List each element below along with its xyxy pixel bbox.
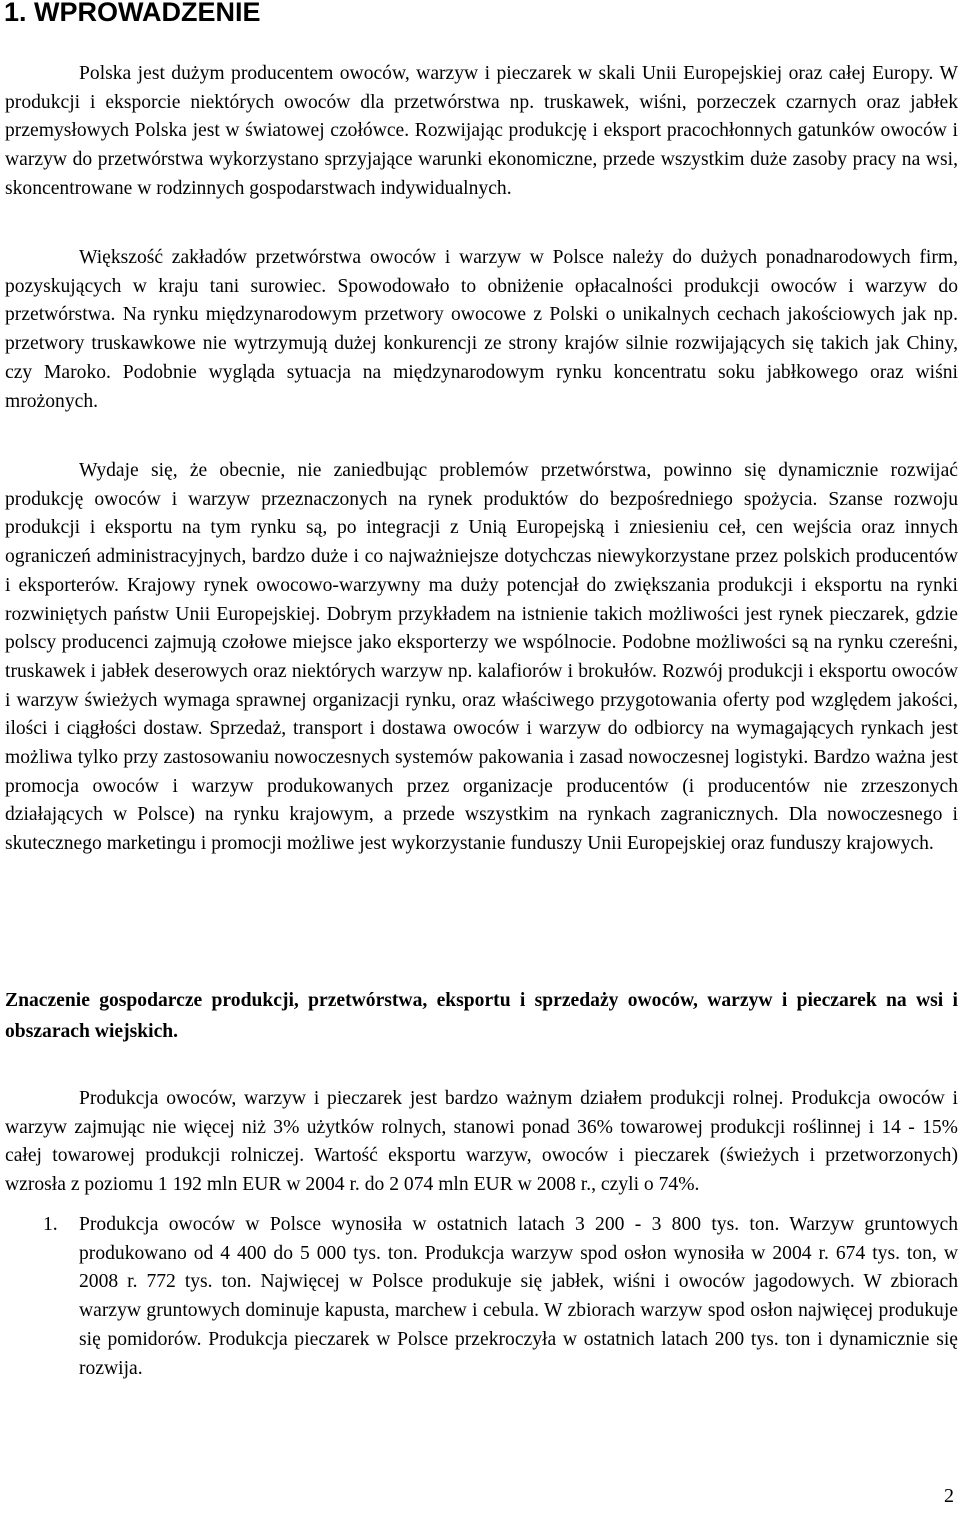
subheading: Znaczenie gospodarcze produkcji, przetwórstwa, eksportu i sprzedaży owoców, warzyw i pieczarek na wsi i obszarach wiejskich. (5, 990, 958, 1042)
paragraph-economic-importance: Produkcja owoców, warzyw i pieczarek jest bardzo ważnym działem produkcji rolnej. Produkcja owoców i warzyw zajmując nie więcej niż 3% użytków rolnych, stanowi ponad 36% towarowej produkcji roślinnej i 14 - 15% całej towarowej produkcji rolniczej. Wartość eksportu warzyw, owoców i pieczarek (świeżych i przetworzonych) wzrosła z poziomu 1 192 mln EUR w 2004 r. do 2 074 mln EUR w 2008 r., czyli o 74%. (5, 1088, 958, 1196)
numbered-list (5, 1211, 958, 1383)
paragraph-processing: Większość zakładów przetwórstwa owoców i warzyw w Polsce należy do dużych ponadnarodowych firm, pozyskujących w kraju tani surowiec. Spowodowało to obniżenie opłacalności produkcji owoców i warzyw do przetwórstwa. Na rynku międzynarodowym przetwory owocowe z Polski o unikalnych cechach jakościowych jak np. przetwory truskawkowe nie wytrzymują dużej konkurencji ze strony krajów silnie rozwijających się takich jak Chiny, czy Maroko. Podobnie wygląda sytuacja na międzynarodowym rynku koncentratu soku jabłkowego oraz wiśni mrożonych. (5, 247, 958, 412)
list-item (5, 1211, 958, 1383)
paragraph-fresh-market: Wydaje się, że obecnie, nie zaniedbując problemów przetwórstwa, powinno się dynamicznie rozwijać produkcję owoców i warzyw przeznaczonych na rynek produktów do bezpośredniego spożycia. Szanse rozwoju produkcji i eksportu na tym rynku są, po integracji z Unią Europejską i zniesieniu ceł, cen wejścia oraz innych ograniczeń administracyjnych, bardzo duże i co najważniejsze dotychczas niewykorzystane przez polskich producentów i eksporterów. Krajowy rynek owocowo-warzywny ma duży potencjał do zwiększania produkcji i eksportu na rynki rozwiniętych państw Unii Europejskiej. Dobrym przykładem na istnienie takich możliwości jest rynek pieczarek, gdzie polscy producenci zajmują czołowe miejsce jako eksporterzy we wspólnocie. Podobne możliwości są na rynku czereśni, truskawek i jabłek deserowych oraz niektórych warzyw np. kalafiorów i brokułów. Rozwój produkcji i eksportu owoców i warzyw świeżych wymaga sprawnej organizacji rynku, oraz właściwego przygotowania oferty pod względem jakości, ilości i ciągłości dostaw. Sprzedaż, transport i dostawa owoców i warzyw do odbiorcy na wymagających rynkach jest możliwa tylko przy zastosowaniu nowoczesnych systemów pakowania i zasad nowoczesnej logistyki. Bardzo ważna jest promocja owoców i warzyw produkowanych przez organizacje producentów (i producentów nie zrzeszonych działających w Polsce) na rynku krajowym, a przede wszystkim na rynkach zagranicznych. Dla nowoczesnego i skutecznego marketingu i promocji możliwe jest wykorzystanie funduszy Unii Europejskiej oraz funduszy krajowych. (5, 460, 958, 855)
page-number: 2 (944, 1485, 954, 1507)
section-title: 1. WPROWADZENIE (4, 0, 261, 27)
list-item-text: Produkcja owoców w Polsce wynosiła w ostatnich latach 3 200 - 3 800 tys. ton. Warzyw gruntowych produkowano od 4 400 do 5 000 tys. ton. Produkcja warzyw spod osłon wynosiła w 2004 r. 674 tys. ton, w 2008 r. 772 tys. ton. Najwięcej w Polsce produkuje się jabłek, wiśni i owoców jagodowych. W zbiorach warzyw gruntowych dominuje kapusta, marchew i cebula. W zbiorach warzyw spod osłon najwięcej produkuje się pomidorów. Produkcja pieczarek w Polsce przekroczyła w ostatnich latach 200 tys. ton i dynamicznie się rozwija. (79, 1214, 958, 1379)
paragraph-intro: Polska jest dużym producentem owoców, warzyw i pieczarek w skali Unii Europejskiej oraz całej Europy. W produkcji i eksporcie niektórych owoców dla przetwórstwa np. truskawek, wiśni, porzeczek czarnych oraz jabłek przemysłowych Polska jest w światowej czołówce. Rozwijając produkcję i eksport pracochłonnych gatunków owoców i warzyw do przetwórstwa wykorzystano sprzyjające warunki ekonomiczne, przede wszystkim duże zasoby pracy na wsi, skoncentrowane w rodzinnych gospodarstwach indywidualnych. (5, 63, 958, 199)
list-item-number: 1. (43, 1214, 58, 1235)
